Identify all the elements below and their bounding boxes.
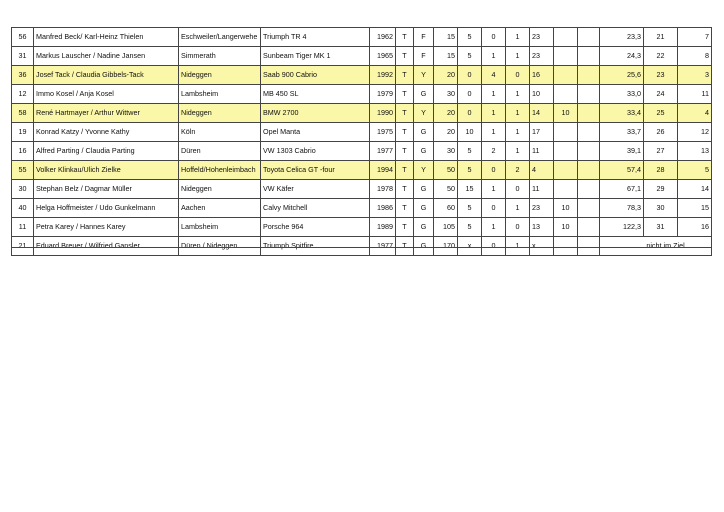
cell-time: 67,1 <box>600 180 644 199</box>
cell-year: 1992 <box>370 66 396 85</box>
cell-blank <box>578 66 600 85</box>
cell-c5: x <box>530 237 554 256</box>
cell-b: G <box>414 237 434 256</box>
cell-nr: 55 <box>12 161 34 180</box>
cell-blank <box>578 123 600 142</box>
cell-last: 12 <box>678 123 712 142</box>
cell-c3: 1 <box>482 104 506 123</box>
cell-city: Düren <box>179 142 261 161</box>
cell-car: Toyota Celica GT -four <box>261 161 370 180</box>
cell-blank <box>578 199 600 218</box>
cell-c5: 23 <box>530 199 554 218</box>
cell-c1: 15 <box>434 28 458 47</box>
cell-c4: 1 <box>506 47 530 66</box>
cell-c3: 1 <box>482 218 506 237</box>
cell-b: G <box>414 142 434 161</box>
cell-a: T <box>396 237 414 256</box>
cell-rank: 24 <box>644 85 678 104</box>
cell-year: 1989 <box>370 218 396 237</box>
cell-b: F <box>414 28 434 47</box>
table-row <box>12 180 712 199</box>
cell-rank: 26 <box>644 123 678 142</box>
cell-c4: 2 <box>506 161 530 180</box>
cell-c5: 4 <box>530 161 554 180</box>
table-row <box>12 104 712 123</box>
cell-blank <box>578 142 600 161</box>
cell-nr: 40 <box>12 199 34 218</box>
cell-blank <box>578 104 600 123</box>
cell-team: Konrad Katzy / Yvonne Kathy <box>34 123 179 142</box>
cell-a: T <box>396 47 414 66</box>
cell-year: 1965 <box>370 47 396 66</box>
cell-year: 1990 <box>370 104 396 123</box>
cell-c1: 105 <box>434 218 458 237</box>
cell-c4: 1 <box>506 28 530 47</box>
cell-nr: 31 <box>12 47 34 66</box>
cell-time: 39,1 <box>600 142 644 161</box>
cell-car: Triumph TR 4 <box>261 28 370 47</box>
cell-nr: 30 <box>12 180 34 199</box>
cell-c3: 1 <box>482 47 506 66</box>
table-row <box>12 199 712 218</box>
cell-year: 1977 <box>370 142 396 161</box>
cell-year: 1986 <box>370 199 396 218</box>
cell-city: Lambsheim <box>179 218 261 237</box>
cell-last: 14 <box>678 180 712 199</box>
cell-c1: 30 <box>434 85 458 104</box>
cell-rank: 29 <box>644 180 678 199</box>
cell-team: Stephan Belz / Dagmar Müller <box>34 180 179 199</box>
cell-c4: 1 <box>506 104 530 123</box>
cell-year: 1962 <box>370 28 396 47</box>
cell-city: Lambsheim <box>179 85 261 104</box>
cell-b: Y <box>414 104 434 123</box>
cell-c2: 0 <box>458 104 482 123</box>
cell-last: 11 <box>678 85 712 104</box>
cell-c2: 5 <box>458 142 482 161</box>
cell-a: T <box>396 85 414 104</box>
cell-c4: 1 <box>506 142 530 161</box>
cell-c4: 1 <box>506 237 530 256</box>
cell-last: 3 <box>678 66 712 85</box>
cell-city: Nideggen <box>179 66 261 85</box>
cell-c2: 5 <box>458 199 482 218</box>
cell-nr: 11 <box>12 218 34 237</box>
cell-c1: 50 <box>434 180 458 199</box>
cell-blank <box>578 47 600 66</box>
cell-city: Eschweiler/Langerwehe <box>179 28 261 47</box>
table-row <box>12 85 712 104</box>
cell-c1: 20 <box>434 104 458 123</box>
cell-city: Aachen <box>179 199 261 218</box>
cell-nr: 36 <box>12 66 34 85</box>
cell-c5: 23 <box>530 47 554 66</box>
cell-city: Düren / Nideggen <box>179 237 261 256</box>
cell-b: Y <box>414 161 434 180</box>
cell-team: Petra Karey / Hannes Karey <box>34 218 179 237</box>
cell-blank <box>578 85 600 104</box>
cell-c5: 13 <box>530 218 554 237</box>
cell-c6 <box>554 66 578 85</box>
cell-car: Porsche 964 <box>261 218 370 237</box>
cell-last: 7 <box>678 28 712 47</box>
cell-time: 23,3 <box>600 28 644 47</box>
cell-note: nicht im Ziel <box>600 237 712 256</box>
cell-car: Sunbeam Tiger MK 1 <box>261 47 370 66</box>
cell-c1: 50 <box>434 161 458 180</box>
cell-c5: 16 <box>530 66 554 85</box>
cell-team: René Hartmayer / Arthur Wittwer <box>34 104 179 123</box>
cell-c6: 10 <box>554 199 578 218</box>
cell-blank <box>578 180 600 199</box>
cell-last: 13 <box>678 142 712 161</box>
cell-team: Josef Tack / Claudia Gibbels-Tack <box>34 66 179 85</box>
cell-team: Alfred Parting / Claudia Parting <box>34 142 179 161</box>
cell-nr: 58 <box>12 104 34 123</box>
cell-year: 1978 <box>370 180 396 199</box>
cell-c3: 1 <box>482 85 506 104</box>
cell-c6: 10 <box>554 218 578 237</box>
cell-rank: 22 <box>644 47 678 66</box>
cell-time: 78,3 <box>600 199 644 218</box>
cell-a: T <box>396 218 414 237</box>
cell-nr: 16 <box>12 142 34 161</box>
cell-city: Nideggen <box>179 104 261 123</box>
cell-rank: 21 <box>644 28 678 47</box>
cell-rank: 31 <box>644 218 678 237</box>
cell-team: Immo Kosel / Anja Kosel <box>34 85 179 104</box>
cell-car: Triumph Spitfire <box>261 237 370 256</box>
cell-car: MB 450 SL <box>261 85 370 104</box>
cell-car: Calvy Mitchell <box>261 199 370 218</box>
cell-c5: 10 <box>530 85 554 104</box>
table-bottom-rule <box>11 247 711 248</box>
cell-b: G <box>414 123 434 142</box>
cell-c2: 15 <box>458 180 482 199</box>
cell-c3: 0 <box>482 237 506 256</box>
cell-c1: 20 <box>434 66 458 85</box>
cell-c3: 0 <box>482 199 506 218</box>
cell-c6 <box>554 237 578 256</box>
cell-city: Köln <box>179 123 261 142</box>
cell-c2: 0 <box>458 66 482 85</box>
cell-last: 4 <box>678 104 712 123</box>
cell-b: Y <box>414 66 434 85</box>
cell-c4: 0 <box>506 66 530 85</box>
cell-year: 1975 <box>370 123 396 142</box>
cell-last: 5 <box>678 161 712 180</box>
cell-time: 25,6 <box>600 66 644 85</box>
cell-time: 33,0 <box>600 85 644 104</box>
cell-car: VW Käfer <box>261 180 370 199</box>
table-row <box>12 218 712 237</box>
table-row <box>12 161 712 180</box>
cell-c4: 1 <box>506 85 530 104</box>
cell-rank: 25 <box>644 104 678 123</box>
cell-time: 24,3 <box>600 47 644 66</box>
cell-c5: 17 <box>530 123 554 142</box>
cell-last: 8 <box>678 47 712 66</box>
cell-car: Opel Manta <box>261 123 370 142</box>
cell-c6 <box>554 123 578 142</box>
cell-time: 122,3 <box>600 218 644 237</box>
cell-a: T <box>396 66 414 85</box>
cell-a: T <box>396 123 414 142</box>
cell-c1: 30 <box>434 142 458 161</box>
cell-c4: 1 <box>506 123 530 142</box>
cell-c2: 5 <box>458 47 482 66</box>
cell-blank <box>578 218 600 237</box>
cell-b: G <box>414 180 434 199</box>
cell-c1: 15 <box>434 47 458 66</box>
cell-b: G <box>414 199 434 218</box>
cell-b: G <box>414 218 434 237</box>
cell-c2: 5 <box>458 218 482 237</box>
cell-c6 <box>554 85 578 104</box>
cell-c2: 0 <box>458 85 482 104</box>
cell-blank <box>578 237 600 256</box>
table-row <box>12 123 712 142</box>
cell-c6: 10 <box>554 104 578 123</box>
cell-c3: 1 <box>482 180 506 199</box>
cell-c3: 4 <box>482 66 506 85</box>
cell-c3: 1 <box>482 123 506 142</box>
cell-team: Helga Hoffmeister / Udo Gunkelmann <box>34 199 179 218</box>
cell-c1: 60 <box>434 199 458 218</box>
cell-team: Markus Lauscher / Nadine Jansen <box>34 47 179 66</box>
cell-a: T <box>396 104 414 123</box>
cell-c1: 170 <box>434 237 458 256</box>
cell-city: Hoffeld/Hohenleimbach <box>179 161 261 180</box>
cell-c6 <box>554 142 578 161</box>
cell-c2: 5 <box>458 28 482 47</box>
cell-rank: 28 <box>644 161 678 180</box>
cell-c4: 0 <box>506 180 530 199</box>
cell-c2: 5 <box>458 161 482 180</box>
results-table <box>11 27 712 256</box>
cell-team: Eduard Breuer / Wilfried Gansler <box>34 237 179 256</box>
cell-year: 1994 <box>370 161 396 180</box>
table-row <box>12 237 712 256</box>
cell-nr: 21 <box>12 237 34 256</box>
cell-last: 16 <box>678 218 712 237</box>
cell-c3: 0 <box>482 28 506 47</box>
cell-car: Saab 900 Cabrio <box>261 66 370 85</box>
cell-c5: 11 <box>530 180 554 199</box>
cell-blank <box>578 161 600 180</box>
cell-a: T <box>396 199 414 218</box>
cell-team: Manfred Beck/ Karl-Heinz Thielen <box>34 28 179 47</box>
cell-c6 <box>554 161 578 180</box>
cell-a: T <box>396 142 414 161</box>
cell-c3: 0 <box>482 161 506 180</box>
cell-a: T <box>396 180 414 199</box>
cell-blank <box>578 28 600 47</box>
cell-c2: x <box>458 237 482 256</box>
cell-city: Nideggen <box>179 180 261 199</box>
cell-rank: 27 <box>644 142 678 161</box>
cell-rank: 30 <box>644 199 678 218</box>
cell-c4: 0 <box>506 218 530 237</box>
cell-b: G <box>414 85 434 104</box>
cell-nr: 12 <box>12 85 34 104</box>
cell-nr: 56 <box>12 28 34 47</box>
cell-c6 <box>554 180 578 199</box>
cell-time: 33,7 <box>600 123 644 142</box>
cell-c4: 1 <box>506 199 530 218</box>
cell-car: BMW 2700 <box>261 104 370 123</box>
cell-c5: 11 <box>530 142 554 161</box>
table-row <box>12 28 712 47</box>
cell-c5: 14 <box>530 104 554 123</box>
cell-nr: 19 <box>12 123 34 142</box>
cell-time: 33,4 <box>600 104 644 123</box>
cell-year: 1977 <box>370 237 396 256</box>
cell-car: VW 1303 Cabrio <box>261 142 370 161</box>
cell-a: T <box>396 28 414 47</box>
table-row <box>12 47 712 66</box>
cell-rank: 23 <box>644 66 678 85</box>
cell-c1: 20 <box>434 123 458 142</box>
cell-last: 15 <box>678 199 712 218</box>
cell-c5: 23 <box>530 28 554 47</box>
cell-c6 <box>554 47 578 66</box>
cell-c3: 2 <box>482 142 506 161</box>
cell-team: Volker Klinkau/Ulich Zielke <box>34 161 179 180</box>
cell-year: 1979 <box>370 85 396 104</box>
cell-c6 <box>554 28 578 47</box>
cell-city: Simmerath <box>179 47 261 66</box>
cell-time: 57,4 <box>600 161 644 180</box>
table-row <box>12 66 712 85</box>
cell-a: T <box>396 161 414 180</box>
cell-b: F <box>414 47 434 66</box>
cell-c2: 10 <box>458 123 482 142</box>
table-row <box>12 142 712 161</box>
